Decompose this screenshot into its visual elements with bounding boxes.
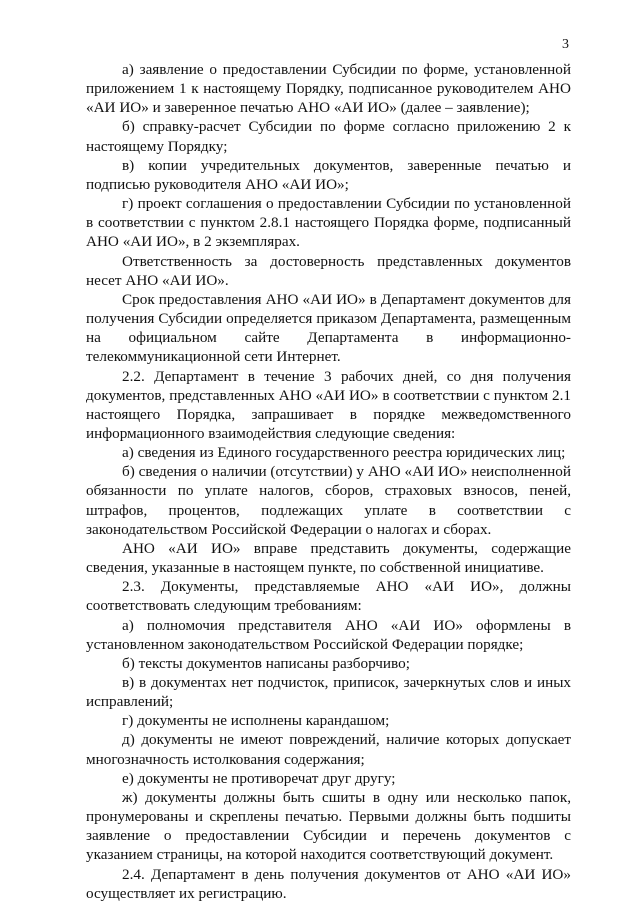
paragraph-2-2-a: а) сведения из Единого государственного реестра юридических лиц;: [122, 444, 566, 462]
paragraph-2-3-zh: ж) документы должны быть сшиты в одну или несколько папок, пронумерованы и скреплены печатью. Первыми должны быть подшиты заявление о предоставлении Субсидии и перечень документов с указанием страницы, на которой находится соответствующий документ.: [86, 788, 571, 864]
paragraph-2-2: 2.2. Департамент в течение 3 рабочих дней, со дня получения документов, представленных АНО «АИ ИО» в соответствии с пунктом 2.1 настоящего Порядка, запрашивает в порядке межведомственного информационного взаимодействия следующие сведения:: [86, 367, 571, 442]
paragraph-2-3-e: е) документы не противоречат друг другу;: [122, 769, 396, 787]
paragraph-2-2-b: б) сведения о наличии (отсутствии) у АНО «АИ ИО» неисполненной обязанности по уплате налогов, сборов, страховых взносов, пеней, штрафов, процентов, подлежащих уплате в соответствии с законодательством Российской Федерации о налогах и сборах.: [86, 463, 571, 538]
paragraph-2-3-b: б) тексты документов написаны разборчиво;: [122, 654, 410, 672]
paragraph-item-a: а) заявление о предоставлении Субсидии по форме, установленной приложением 1 к настоящему Порядку, подписанное руководителем АНО «АИ ИО» и заверенное печатью АНО «АИ ИО» (далее – заявление);: [86, 61, 571, 117]
paragraph-item-v: в) копии учредительных документов, заверенные печатью и подписью руководителя АНО «АИ ИО»;: [86, 156, 571, 193]
page-number: 3: [562, 37, 569, 52]
paragraph-2-3-v: в) в документах нет подчисток, приписок, зачеркнутых слов и иных исправлений;: [86, 674, 571, 711]
paragraph-2-3: 2.3. Документы, представляемые АНО «АИ ИО», должны соответствовать следующим требованиям:: [86, 578, 571, 615]
paragraph-own-initiative: АНО «АИ ИО» вправе представить документы, содержащие сведения, указанные в настоящем пункте, по собственной инициативе.: [86, 539, 571, 577]
paragraph-item-b: б) справку-расчет Субсидии по форме согласно приложению 2 к настоящему Порядку;: [86, 118, 571, 155]
paragraph-submission-term: Срок предоставления АНО «АИ ИО» в Департамент документов для получения Субсидии определяется приказом Департамента, размещенным на официальном сайте Департамента в информационно-телекоммуникационной сети Интернет.: [86, 290, 571, 366]
paragraph-item-g: г) проект соглашения о предоставлении Субсидии по установленной в соответствии с пунктом 2.8.1 настоящего Порядка форме, подписанный АНО «АИ ИО», в 2 экземплярах.: [86, 195, 571, 251]
paragraph-2-3-d: д) документы не имеют повреждений, наличие которых допускает многозначность истолкования содержания;: [86, 731, 571, 768]
paragraph-2-3-g: г) документы не исполнены карандашом;: [122, 712, 390, 730]
paragraph-2-3-a: а) полномочия представителя АНО «АИ ИО» оформлены в установленном законодательством Российской Федерации порядке;: [86, 616, 571, 653]
paragraph-2-4: 2.4. Департамент в день получения документов от АНО «АИ ИО» осуществляет их регистрацию.: [86, 865, 571, 902]
paragraph-responsibility: Ответственность за достоверность представленных документов несет АНО «АИ ИО».: [86, 252, 571, 289]
document-body: [86, 60, 571, 903]
